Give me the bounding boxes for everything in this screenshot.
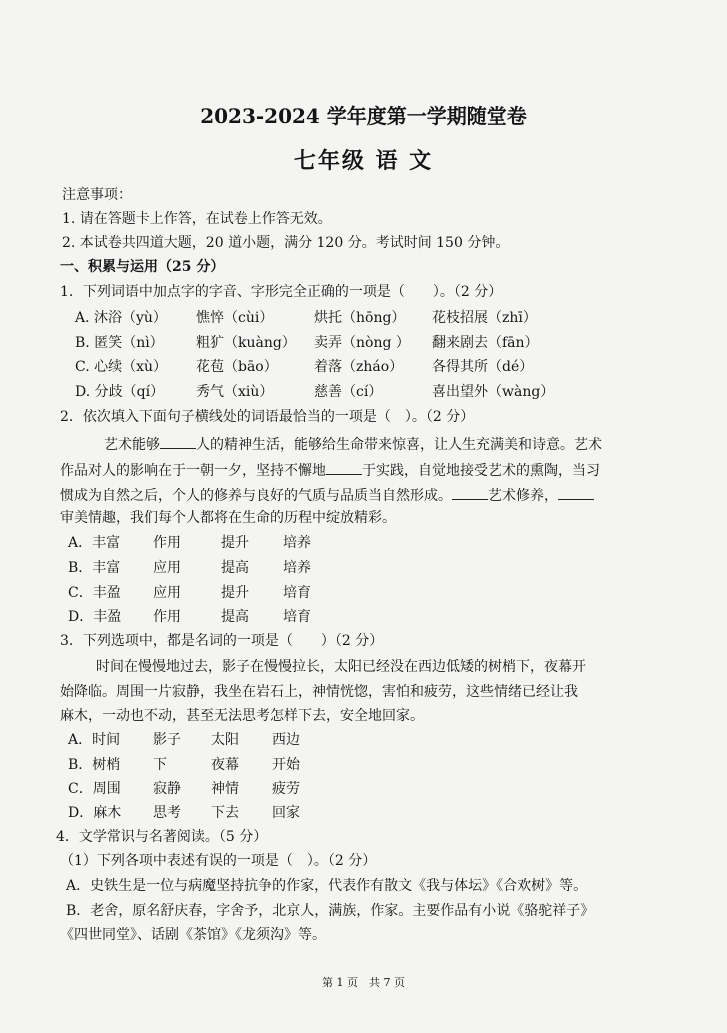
q3-stem: 3．下列选项中，都是名词的一项是（ ）（2 分） xyxy=(60,633,384,649)
q2-passage-3b: 艺术修养， xyxy=(488,488,558,504)
q3-option-a-4: 西边 xyxy=(272,732,300,748)
q2-option-b-3: 提高 xyxy=(221,560,249,576)
q2-option-a-3: 提升 xyxy=(221,535,249,551)
q3-passage-line-3: 麻木，一动也不动，甚至无法思考怎样下去，安全地回家。 xyxy=(60,708,424,724)
q3-option-a-1: A．时间 xyxy=(68,732,121,748)
q4-option-a: A．史铁生是一位与病魔坚持抗争的作家，代表作有散文《我与体坛》《合欢树》等。 xyxy=(66,878,588,894)
notice-item-2: 2. 本试卷共四道大题，20 道小题，满分 120 分。考试时间 150 分钟。 xyxy=(62,235,510,251)
q2-option-b-1: B．丰富 xyxy=(68,560,121,576)
notice-item-1: 1. 请在答题卡上作答，在试卷上作答无效。 xyxy=(62,211,332,227)
answer-blank-1 xyxy=(160,434,196,449)
q4-option-b-line-1: B．老舍，原名舒庆春，字舍予，北京人，满族，作家。主要作品有小说《骆驼祥子》 xyxy=(66,903,595,919)
q1-option-d-3: 慈善（cí） xyxy=(314,384,383,400)
q2-option-d-3: 提高 xyxy=(221,609,249,625)
q2-option-b-2: 应用 xyxy=(153,560,181,576)
exam-title: 2023-2024 学年度第一学期随堂卷 xyxy=(200,104,527,128)
answer-blank-2 xyxy=(326,460,362,475)
q2-option-d-1: D．丰盈 xyxy=(68,609,122,625)
q1-stem: 1．下列词语中加点字的字音、字形完全正确的一项是（ ）。（2 分） xyxy=(60,284,503,300)
q2-option-d-4: 培育 xyxy=(283,609,311,625)
q2-passage-2b: 于实践，自觉地接受艺术的熏陶，当习 xyxy=(362,463,600,479)
q2-passage-1a: 艺术能够 xyxy=(104,437,160,453)
q1-option-a-1: A. 沐浴（yù） xyxy=(75,310,167,326)
answer-blank-3 xyxy=(452,485,488,500)
q1-option-d-1: D. 分歧（qí） xyxy=(75,384,165,400)
q3-option-c-1: C．周围 xyxy=(68,781,121,797)
q3-option-b-3: 夜幕 xyxy=(211,757,239,773)
q2-option-c-1: C．丰盈 xyxy=(68,585,121,601)
q1-option-b-4: 翻来剧去（fān） xyxy=(432,335,539,351)
q2-stem: 2．依次填入下面句子横线处的词语最恰当的一项是（ ）。（2 分） xyxy=(60,409,475,425)
q2-passage-line-4: 审美情趣，我们每个人都将在生命的历程中绽放精彩。 xyxy=(60,510,396,526)
answer-blank-4 xyxy=(558,485,594,500)
q2-option-c-2: 应用 xyxy=(153,585,181,601)
q4-sub1-stem: （1）下列各项中表述有误的一项是（ ）。（2 分） xyxy=(60,853,377,869)
q3-option-d-4: 回家 xyxy=(272,805,300,821)
notice-heading: 注意事项： xyxy=(62,187,132,203)
q2-option-d-2: 作用 xyxy=(153,609,181,625)
q2-option-c-4: 培育 xyxy=(283,585,311,601)
q3-option-c-3: 神情 xyxy=(211,781,239,797)
q2-option-a-1: A．丰富 xyxy=(68,535,121,551)
q4-stem: 4．文学常识与名著阅读。（5 分） xyxy=(56,829,268,845)
q1-option-d-2: 秀气（xiù） xyxy=(196,384,274,400)
q1-option-b-2: 粗犷（kuàng） xyxy=(196,335,296,351)
q1-option-c-1: C. 心续（xù） xyxy=(75,359,168,375)
q3-option-b-2: 下 xyxy=(153,757,167,773)
q2-option-c-3: 提升 xyxy=(221,585,249,601)
q4-option-b-line-2: 《四世同堂》、话剧《茶馆》《龙须沟》等。 xyxy=(60,927,326,943)
q3-option-c-2: 寂静 xyxy=(153,781,181,797)
q2-option-a-2: 作用 xyxy=(153,535,181,551)
q1-option-d-4: 喜出望外（wàng） xyxy=(432,384,555,400)
q3-option-b-1: B．树梢 xyxy=(68,757,121,773)
q2-passage-2a: 作品对人的影响在于一朝一夕，坚持不懈地 xyxy=(60,463,326,479)
q2-option-b-4: 培养 xyxy=(283,560,311,576)
q2-passage-1b: 人的精神生活，能够给生命带来惊喜，让人生充满美和诗意。艺术 xyxy=(196,437,602,453)
q1-option-a-4: 花枝招展（zhī） xyxy=(432,310,537,326)
q2-option-a-4: 培养 xyxy=(283,535,311,551)
q2-passage-line-1 xyxy=(104,434,602,454)
page-footer: 第 1 页 共 7 页 xyxy=(322,976,405,989)
q3-option-d-1: D．麻木 xyxy=(68,805,122,821)
q3-option-d-3: 下去 xyxy=(211,805,239,821)
q3-option-a-3: 太阳 xyxy=(211,732,239,748)
q1-option-a-3: 烘托（hōng） xyxy=(314,310,406,326)
q1-option-c-4: 各得其所（dé） xyxy=(432,359,534,375)
q3-option-a-2: 影子 xyxy=(153,732,181,748)
q1-option-b-3: 卖弄（nòng ） xyxy=(314,335,410,351)
q2-passage-3a: 惯成为自然之后，个人的修养与良好的气质与品质当自然形成。 xyxy=(60,488,452,504)
q2-passage-line-2 xyxy=(60,460,600,480)
q3-passage-line-2: 始降临。周围一片寂静，我坐在岩石上，神情恍惚，害怕和疲劳，这些情绪已经让我 xyxy=(60,684,578,700)
q1-option-c-2: 花苞（bāo） xyxy=(196,359,278,375)
q1-option-a-2: 憔悴（cùi） xyxy=(196,310,274,326)
section-1-title: 一、积累与运用（25 分） xyxy=(60,259,225,275)
q3-passage-line-1: 时间在慢慢地过去，影子在慢慢拉长，太阳已经没在西边低矮的树梢下，夜幕开 xyxy=(96,659,586,675)
q1-option-b-1: B. 匿笑（nì） xyxy=(75,335,164,351)
q2-passage-line-3 xyxy=(60,485,594,505)
q3-option-b-4: 开始 xyxy=(272,757,300,773)
q3-option-c-4: 疲劳 xyxy=(272,781,300,797)
exam-subtitle: 七年级 语 文 xyxy=(293,148,434,174)
q1-option-c-3: 着落（zháo） xyxy=(314,359,404,375)
q3-option-d-2: 思考 xyxy=(153,805,181,821)
